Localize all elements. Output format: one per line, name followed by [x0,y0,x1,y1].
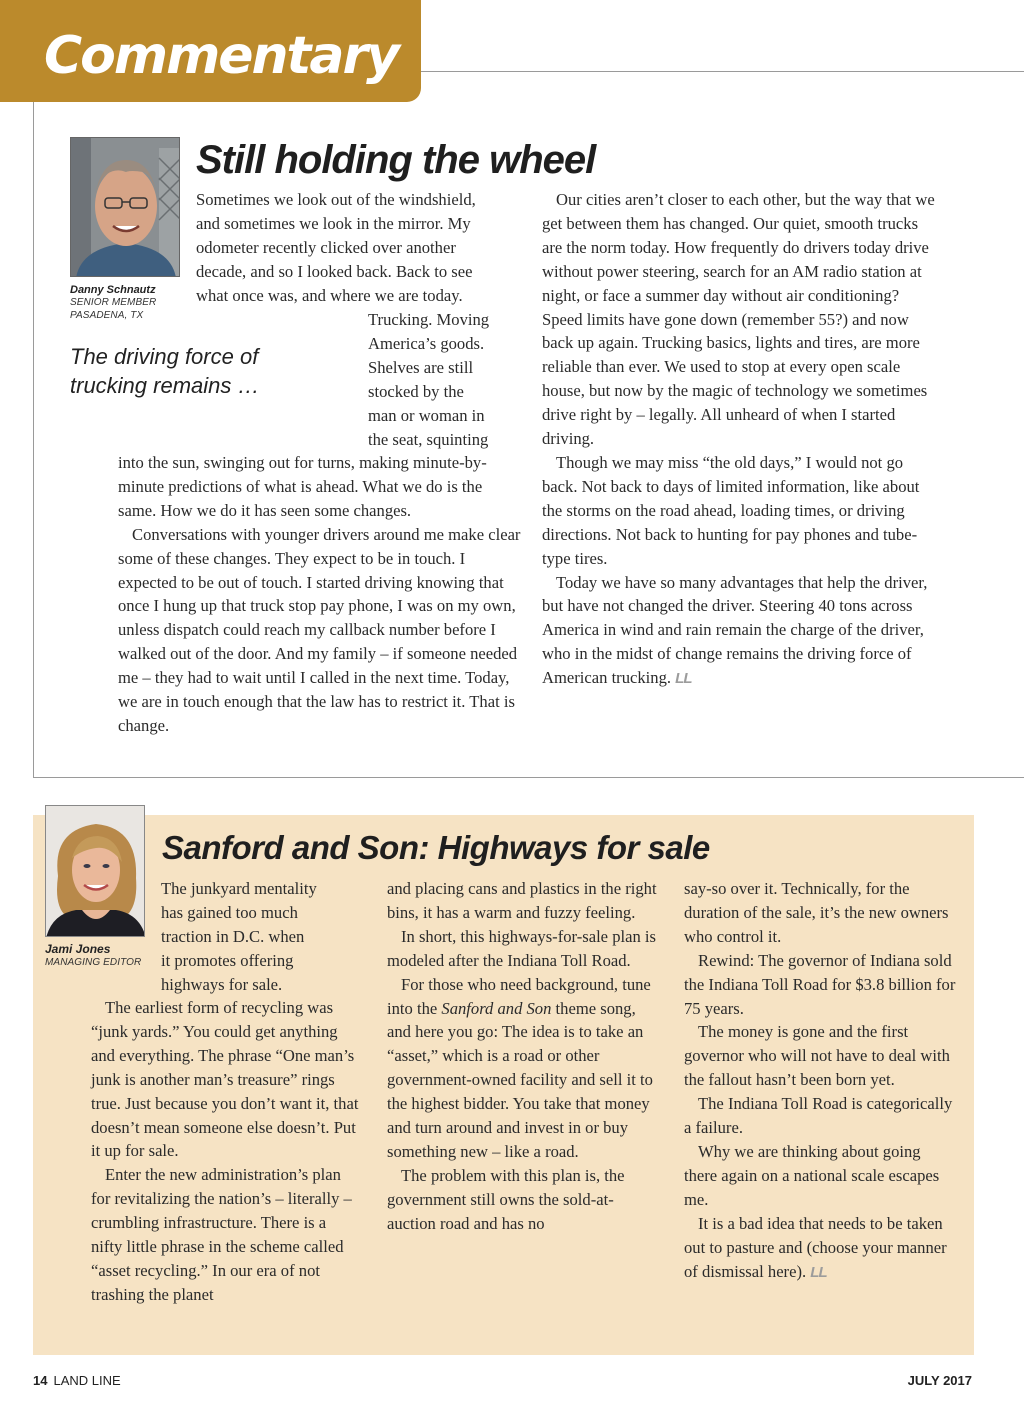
footer-folio [33,1373,121,1388]
author-role: SENIOR MEMBER [70,297,157,308]
paragraph-text: For those who need background, tune into the [387,974,651,1018]
text-line: The junkyard mentality [161,879,317,898]
paragraph: Though we may miss “the old days,” I would not go back. Not back to days of limited information, like about the storms on the road ahead, loading times, or driving directions. Not back to hunting for pay phones and tube-type tires. [542,452,920,568]
text-line: stocked by the [368,381,464,401]
text-line: has gained too much [161,902,298,922]
paragraph-text: theme song, and here you go: The idea is to take an “asset,” which is a road or other government-owned facility and sell it to the highest bidder. You take that money and turn around and invest in or buy something new – like a road. [387,998,653,1161]
paragraph: Conversations with younger drivers around me make clear some of these changes. They expect to be in touch. I expected to be out of touch. I started driving knowing that once I hung up that truck stop pay phone, I was on my own, unless dispatch could reach my callback number before I walked out of the door. And my family – if someone needed me – they had to wait until I called in the next time. Today, we are in touch enough that the law has to restrict it. That is change. [118,524,521,735]
publication-name: LAND LINE [53,1373,121,1388]
text-line: Sometimes we look out of the windshield, [196,190,476,209]
paragraph: Our cities aren’t closer to each other, but the way that we get between them has changed. Our quiet, smooth trucks are the norm today. How frequently do drivers today drive without power steering, search for an AM radio station at night, or face a summer day without air conditioning? Speed limits have gone down (remember 55?) and now back up again. Trucking basics, lights and tires, are more reliable than ever. We used to stop at every open scale house, but now by the magic of technology we sometimes drive right by – legally. All unheard of when I started driving. [542,190,935,449]
article2-col1-body [91,996,361,1307]
text-line: odometer recently clicked over another [196,237,456,257]
text-line: the seat, squinting [368,429,489,449]
article2-col2 [387,877,659,1236]
article2-col1-narrow [161,877,361,997]
author-role: MANAGING EDITOR [45,957,142,968]
text-line: America’s goods. [368,333,485,353]
page-number: 14 [33,1373,48,1388]
article1-col1-narrow [368,308,528,451]
paragraph: Why we are thinking about going there again on a national scale escapes me. [684,1141,940,1209]
article1-col1-top [196,188,526,308]
article1-col2 [542,188,942,691]
show-title: Sanford and Son [441,998,552,1018]
paragraph: and placing cans and plastics in the right bins, it has a warm and fuzzy feeling. [387,879,657,922]
end-mark-logo: LL [810,1263,827,1281]
paragraph-text: Today we have so many advantages that help the driver, but have not changed the driver. Steering 40 tons across America in wind and rain remain the charge of the driver, who in the midst of change remains the driving force of American trucking. [542,572,928,688]
author-photo-danny [70,137,180,277]
author-location: PASADENA, TX [70,310,144,321]
text-line: Shelves are still [368,357,474,377]
paragraph: The problem with this plan is, the government still owns the sold-at-auction road and has no [387,1165,625,1233]
article2-headline: Sanford and Son: Highways for sale [162,829,710,866]
article2-col3 [684,877,956,1284]
paragraph: Enter the new administration’s plan for revitalizing the nation’s – literally – crumbling infrastructure. There is a nifty little phrase in the scheme called “asset recycling.” In our era of not trashing the planet [91,1165,352,1304]
header-rule [421,71,1024,72]
author-photo-jami [45,805,145,937]
section-title: Commentary [44,26,399,86]
issue-date: JULY 2017 [907,1373,972,1388]
section-banner [0,0,421,102]
paragraph: say-so over it. Technically, for the duration of the sale, it’s the new owners who control it. [684,879,949,946]
author-name: Jami Jones [45,942,111,956]
pull-quote: The driving force of trucking remains … [70,344,260,398]
paragraph [542,571,942,692]
paragraph: In short, this highways-for-sale plan is modeled after the Indiana Toll Road. [387,926,656,970]
text-line: highways for sale. [161,974,283,994]
paragraph: Rewind: The governor of Indiana sold the Indiana Toll Road for $3.8 billion for 75 years. [684,950,956,1018]
paragraph: The money is gone and the first governor who will not have to deal with the fallout hasn’t been born yet. [684,1022,950,1090]
paragraph-text: It is a bad idea that needs to be taken out to pasture and (choose your manner of dismissal here). [684,1213,947,1281]
text-line: decade, and so I looked back. Back to see [196,261,473,281]
text-line: what once was, and where we are today. [196,285,463,305]
paragraph: The earliest form of recycling was “junk yards.” You could get anything and everything. The phrase “One man’s junk is another man’s treasure” rings true. Just because you don’t want it, that doesn’t mean someone else doesn’t. Put it up for sale. [91,998,359,1161]
text-line: traction in D.C. when [161,926,305,946]
paragraph: The Indiana Toll Road is categorically a failure. [684,1094,953,1138]
text-line: it promotes offering [161,950,294,970]
author-name: Danny Schnautz [70,284,156,296]
article1-col1-body [118,451,522,738]
text-line: man or woman in [368,405,485,425]
article1-headline: Still holding the wheel [196,138,596,182]
text-line: and sometimes we look in the mirror. My [196,213,471,233]
text-line: Trucking. Moving [368,310,490,329]
paragraph [684,1212,956,1285]
paragraph: into the sun, swinging out for turns, making minute-by-minute predictions of what is ahead. What we do is the same. How we do it has seen some changes. [118,453,487,520]
end-mark-logo: LL [675,670,692,688]
paragraph [387,973,659,1164]
